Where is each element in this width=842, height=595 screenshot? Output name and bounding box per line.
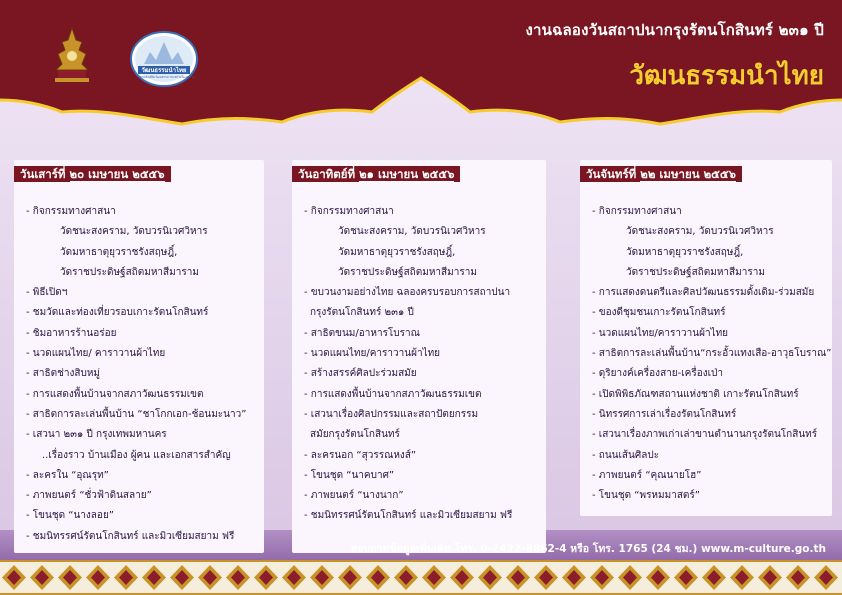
activity-item: กรุงรัตนโกสินทร์ ๒๓๑ ปี (310, 307, 414, 319)
day-header (580, 166, 742, 182)
activity-item: - ถนนเส้นศิลปะ (592, 449, 660, 461)
day-panel-saturday (14, 160, 264, 553)
activity-item: - นวดแผนไทย/คาราวานผ้าไทย (592, 327, 729, 339)
activity-item: - ชมนิทรรศน์รัตนโกสินทร์ และมิวเซียมสยาม ฟรี (26, 530, 235, 542)
brand-logo-text: วัฒนธรรมนำไทย (141, 67, 187, 74)
event-title: งานฉลองวันสถาปนากรุงรัตนโกสินทร์ ๒๓๑ ปี (525, 21, 824, 39)
day-date: ๒๐ เมษายน ๒๕๕๖ (69, 167, 165, 181)
activity-item: - สาธิตการละเล่นพื้นบ้าน “ชาโกกเอก-ช้อนมะนาว” (26, 408, 247, 420)
activity-item: วัดราชประดิษฐ์สถิตมหาสีมาราม (60, 266, 199, 278)
activity-item: - การแสดงพื้นบ้านจากสภาวัฒนธรรมเขต (304, 388, 482, 400)
activity-item: - พิธีเปิดฯ (26, 287, 68, 299)
activity-item: - ภาพยนตร์ “นางนาก” (304, 490, 404, 502)
activity-item: วัดชนะสงคราม, วัดบวรนิเวศวิหาร (60, 226, 208, 238)
activity-item: - สาธิตการละเล่นพื้นบ้าน“กระอั้วแทงเสือ-อาวุธโบราณ” (592, 348, 832, 360)
activity-item: - ชิมอาหารร้านอร่อย (26, 327, 117, 339)
brand-logo-subtext: กรมส่งเสริมวัฒนธรรม กระทรวงวัฒนธรรม (140, 75, 195, 79)
day-prefix: วันอาทิตย์ที่ (298, 167, 360, 181)
activity-item: - เสวนา ๒๓๑ ปี กรุงเทพมหานคร (26, 429, 167, 441)
activity-item: - การแสดงพื้นบ้านจากสภาวัฒนธรรมเขต (26, 388, 204, 400)
activity-item: - โขนชุด “พรหมมาสตร์” (592, 490, 700, 502)
activity-item: วัดราชประดิษฐ์สถิตมหาสีมาราม (338, 266, 477, 278)
contact-info: สอบถามข้อมูลเพิ่มเติม โทร. 0-2422-8862-4 หรือ โทร. 1765 (24 ชม.) www.m-culture.go.th (350, 543, 826, 555)
activity-item: - โขนชุด “นางลอย” (26, 510, 114, 522)
activity-item: - ของดีชุมชนเกาะรัตนโกสินทร์ (592, 307, 726, 319)
day-header (292, 166, 460, 182)
activity-item: วัดราชประดิษฐ์สถิตมหาสีมาราม (626, 266, 765, 278)
activity-item: - โขนชุด “นาคบาศ” (304, 469, 395, 481)
activity-item: - ละครนอก “สุวรรณหงส์” (304, 449, 417, 461)
day-header (14, 166, 171, 182)
activity-item: ..เรื่องราว บ้านเมือง ผู้คน และเอกสารสำคัญ (42, 449, 231, 461)
activity-item: วัดมหาธาตุยุวราชรังสฤษฎิ์, (338, 246, 456, 258)
activity-item: - การแสดงดนตรีและศิลปวัฒนธรรมดั้งเดิม-ร่วมสมัย (592, 287, 815, 299)
activity-item: - ดุริยางค์เครื่องสาย-เครื่องเป่า (592, 368, 724, 380)
activity-item: - เปิดพิพิธภัณฑสถานแห่งชาติ เกาะรัตนโกสินทร์ (592, 388, 799, 400)
activity-item: - กิจกรรมทางศาสนา (26, 206, 116, 217)
activity-item: - ละครใน “อุณรุท” (26, 469, 109, 481)
activity-item: - ภาพยนตร์ “คุณนายโฮ” (592, 469, 702, 481)
activity-item: วัดมหาธาตุยุวราชรังสฤษฎิ์, (60, 246, 178, 258)
activity-item: - ชมวัดและท่องเที่ยวรอบเกาะรัตนโกสินทร์ (26, 307, 209, 319)
day-date: ๒๒ เมษายน ๒๕๕๖ (640, 167, 736, 181)
activity-item: - สร้างสรรค์ศิลปะร่วมสมัย (304, 368, 417, 380)
brand-logo (130, 30, 198, 88)
activity-item: - นวดแผนไทย/คาราวานผ้าไทย (304, 348, 441, 360)
activity-item: - สาธิตขนม/อาหารโบราณ (304, 327, 420, 339)
activity-list (592, 202, 832, 506)
activity-item: - เสวนาเรื่องภาพเก่าเล่าขานตำนานกรุงรัตนโกสินทร์ (592, 429, 818, 441)
day-panel-monday (580, 160, 832, 516)
activity-item: - ขบวนงามอย่างไทย ฉลองครบรอบการสถาปนา (304, 287, 511, 299)
activity-item: วัดชนะสงคราม, วัดบวรนิเวศวิหาร (338, 226, 486, 238)
activity-item: - เสวนาเรื่องศิลปกรรมและสถาปัตยกรรม (304, 408, 479, 420)
activity-item: - นิทรรศการเล่าเรื่องรัตนโกสินทร์ (592, 408, 737, 420)
day-prefix: วันเสาร์ที่ (20, 167, 70, 181)
activity-item: วัดชนะสงคราม, วัดบวรนิเวศวิหาร (626, 226, 774, 238)
activity-item: - กิจกรรมทางศาสนา (304, 206, 394, 217)
activity-list (26, 202, 258, 547)
activity-item: - สาธิตช่างสิบหมู่ (26, 368, 101, 380)
activity-item: สมัยกรุงรัตนโกสินทร์ (310, 429, 400, 441)
activity-item: - ภาพยนตร์ “ชั่วฟ้าดินสลาย” (26, 490, 152, 502)
activity-item: - นวดแผนไทย/ คาราวานผ้าไทย (26, 348, 166, 360)
day-panel-sunday (292, 160, 546, 553)
ministry-emblem-icon (52, 26, 92, 84)
main-title: วัฒนธรรมนำไทย (629, 61, 824, 91)
day-date: ๒๑ เมษายน ๒๕๕๖ (359, 167, 455, 181)
activity-item: วัดมหาธาตุยุวราชรังสฤษฎิ์, (626, 246, 744, 258)
activity-item: - กิจกรรมทางศาสนา (592, 206, 682, 217)
day-prefix: วันจันทร์ที่ (586, 167, 641, 181)
decorative-border (0, 560, 842, 595)
activity-item: - ชมนิทรรศน์รัตนโกสินทร์ และมิวเซียมสยาม ฟรี (304, 510, 513, 522)
activity-list (304, 202, 540, 527)
